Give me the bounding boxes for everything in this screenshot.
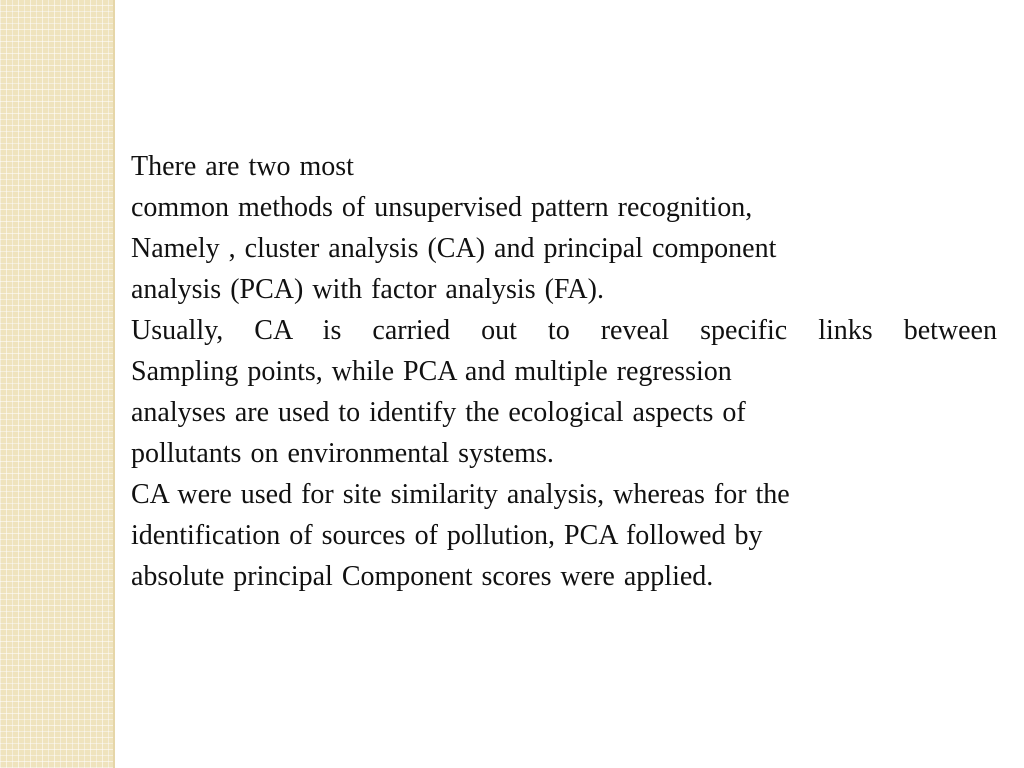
text-line-11: absolute principal Component scores were applied.: [131, 561, 714, 592]
text-line-9: CA were used for site similarity analysis, whereas for the: [131, 479, 790, 510]
text-line-5: Usually, CA is carried out to reveal specific links between: [131, 315, 997, 346]
text-line-7: analyses are used to identify the ecological aspects of: [131, 397, 746, 428]
text-line-6: Sampling points, while PCA and multiple regression: [131, 356, 732, 387]
text-line-2: common methods of unsupervised pattern recognition,: [131, 192, 753, 223]
slide-body-text: [131, 146, 1011, 597]
side-band-edge: [113, 0, 115, 768]
text-line-8: pollutants on environmental systems.: [131, 438, 554, 469]
text-line-10: identification of sources of pollution, PCA followed by: [131, 520, 763, 551]
text-line-4: analysis (PCA) with factor analysis (FA).: [131, 274, 604, 305]
decorative-side-band: [0, 0, 113, 768]
text-line-3: Namely , cluster analysis (CA) and principal component: [131, 233, 777, 264]
text-line-1: There are two most: [131, 151, 354, 182]
